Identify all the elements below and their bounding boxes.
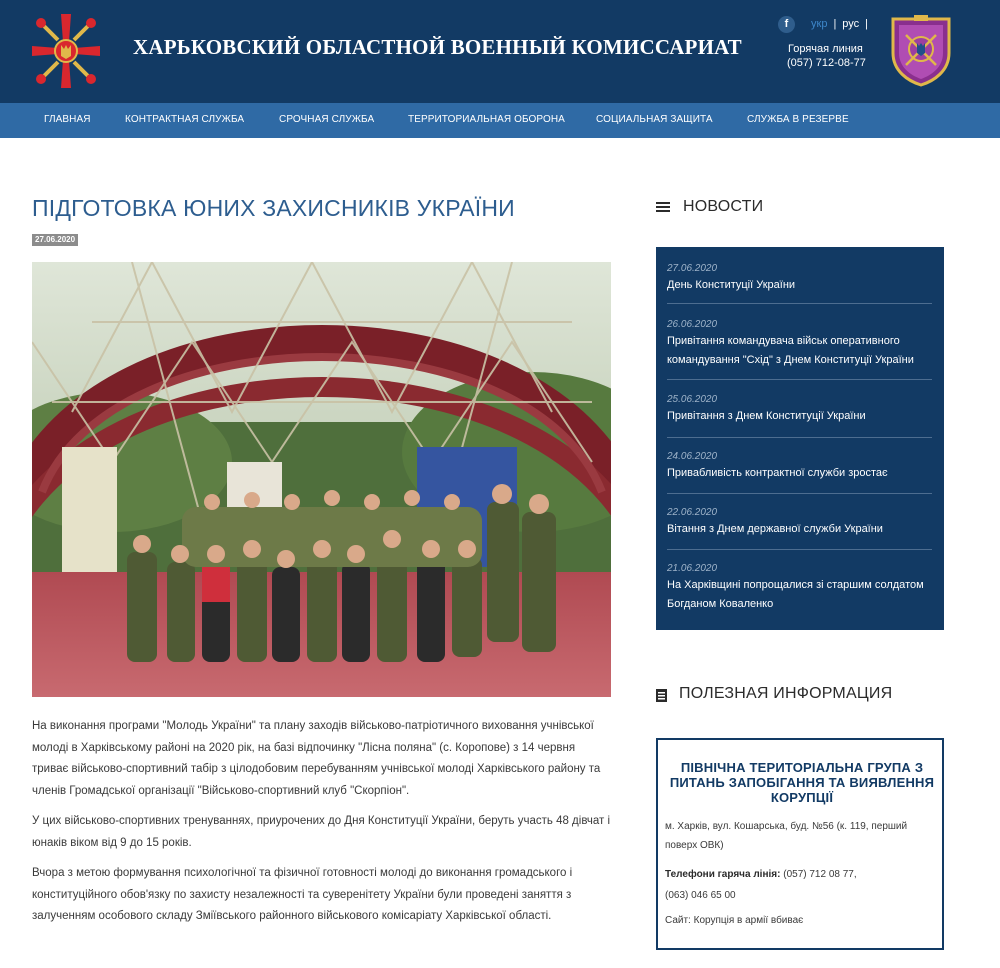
nav-item-territorial-defense[interactable]: ТЕРРИТОРИАЛЬНАЯ ОБОРОНА (408, 114, 565, 125)
news-link[interactable]: Вітання з Днем державної служби України (667, 523, 883, 535)
news-date: 26.06.2020 (667, 319, 718, 330)
hotline-phone[interactable]: (057) 712-08-77 (787, 57, 866, 69)
news-date: 24.06.2020 (667, 451, 718, 462)
nav-item-contract-service[interactable]: КОНТРАКТНАЯ СЛУЖБА (125, 114, 245, 125)
article-paragraph: Вчора з метою формування психологічної та фізичної готовності молоді до виконання громадського і конституційного обов'язку по захисту незалежності та суверенітету України були проведені заняття з залученням особового складу Зміївського районного військового комісаріату Харківської області. (32, 867, 573, 922)
news-date: 22.06.2020 (667, 507, 718, 518)
site-title[interactable]: ХАРЬКОВСКИЙ ОБЛАСТНОЙ ВОЕННЫЙ КОМИССАРИАТ (133, 35, 742, 59)
news-link[interactable]: На Харківщині попрощалися зі старшим солдатом Богданом Коваленко (667, 579, 924, 610)
facebook-icon[interactable]: f (778, 16, 795, 33)
news-item[interactable] (667, 262, 932, 295)
news-item[interactable] (667, 318, 932, 370)
nav-item-social-protection[interactable]: СОЦИАЛЬНАЯ ЗАЩИТА (596, 114, 713, 125)
news-link[interactable]: Привітання командувача військ оперативного командування "Схід" з Днем Конституції України (667, 335, 914, 366)
armed-forces-emblem-icon[interactable] (30, 12, 102, 90)
nav-item-conscript-service[interactable]: СРОЧНАЯ СЛУЖБА (279, 114, 375, 125)
news-divider (667, 549, 932, 550)
news-item[interactable] (667, 506, 932, 539)
news-link[interactable]: Привітання з Днем Конституції України (667, 410, 866, 422)
useful-info-heading: ПОЛЕЗНАЯ ИНФОРМАЦИЯ (679, 685, 893, 702)
article-title: ПІДГОТОВКА ЮНИХ ЗАХИСНИКІВ УКРАЇНИ (32, 195, 515, 221)
news-date: 25.06.2020 (667, 394, 718, 405)
info-phone-2[interactable]: (063) 046 65 00 (665, 890, 736, 901)
nav-item-home[interactable]: ГЛАВНАЯ (44, 114, 91, 125)
nav-item-reserve-service[interactable]: СЛУЖБА В РЕЗЕРВЕ (747, 114, 849, 125)
lang-separator: | (865, 18, 869, 30)
info-phone-1[interactable]: (057) 712 08 77, (783, 869, 857, 880)
news-link[interactable]: Привабливість контрактної служби зростає (667, 467, 888, 479)
main-nav (0, 103, 1000, 138)
lang-separator: | (833, 18, 837, 30)
news-list (656, 247, 944, 630)
hotline-label: Горячая линия (788, 43, 863, 55)
article-paragraph: На виконання програми "Молодь України" та плану заходів військово-патріотичного виховання учнівської молоді в Харківському районі на 2020 рік, на базі відпочинку "Лісна поляна" (с. Коропове) з 14 червня триває військово-спортивний табір з цілодобовим перебуванням учнівської молоді Харківського району та членів Громадської організації "Військово-спортивний клуб "Скорпіон". (32, 720, 601, 797)
news-date: 21.06.2020 (667, 563, 718, 574)
top-bar (778, 16, 868, 32)
info-phones (665, 864, 935, 906)
article-paragraph: У цих військово-спортивних тренуваннях, приурочених до Дня Конституції України, беруть участь 48 дівчат і юнаків віком від 9 до 15 років. (32, 815, 611, 849)
article-date-badge: 27.06.2020 (32, 234, 78, 246)
info-box-title: ПІВНІЧНА ТЕРИТОРІАЛЬНА ГРУПА З ПИТАНЬ ЗАПОБІГАННЯ ТА ВИЯВЛЕННЯ КОРУПЦІЇ (669, 760, 935, 805)
info-address: м. Харків, вул. Кошарська, буд. №56 (к. 119, перший поверх ОВК) (665, 821, 908, 851)
news-link[interactable]: День Конституції України (667, 279, 796, 291)
news-divider (667, 379, 932, 380)
document-icon (656, 689, 667, 702)
info-phones-label: Телефони гаряча лінія: (665, 869, 781, 880)
news-date: 27.06.2020 (667, 263, 718, 274)
commissariat-emblem-icon[interactable] (888, 13, 954, 87)
lang-ukr-link[interactable]: укр (811, 18, 828, 30)
news-item[interactable] (667, 393, 932, 426)
info-site-link[interactable]: Сайт: Корупція в армії вбиває (665, 915, 804, 926)
article-photo[interactable] (32, 262, 611, 697)
news-heading: НОВОСТИ (683, 198, 764, 215)
news-divider (667, 437, 932, 438)
news-divider (667, 303, 932, 304)
menu-lines-icon (656, 201, 670, 213)
article-body (32, 716, 612, 937)
anticorruption-info-box (656, 738, 944, 950)
news-item[interactable] (667, 562, 932, 614)
news-divider (667, 493, 932, 494)
site-header (0, 0, 1000, 103)
lang-rus-link[interactable]: рус (842, 18, 860, 30)
news-item[interactable] (667, 450, 932, 483)
